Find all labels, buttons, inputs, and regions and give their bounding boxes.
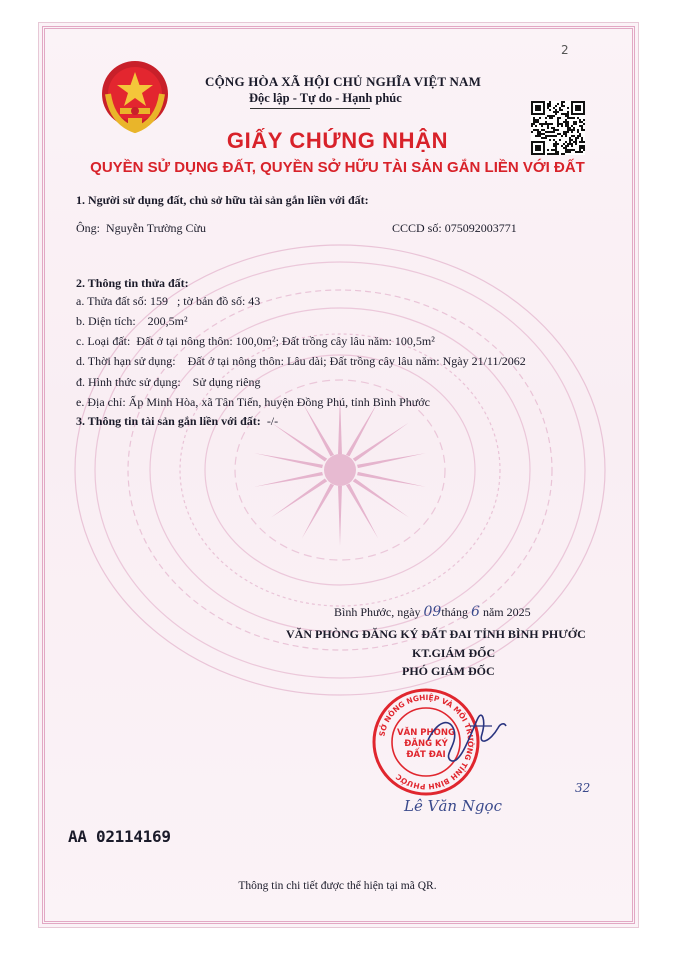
year-label: năm 2025 — [482, 605, 531, 619]
month-label: tháng — [441, 605, 469, 619]
section3-row — [76, 414, 278, 429]
map-number: 43 — [248, 294, 261, 308]
area-row — [76, 314, 188, 329]
owner-name: Nguyễn Trường Cừu — [106, 221, 207, 235]
usage-form-row — [76, 375, 261, 390]
owner-label: Ông: — [76, 221, 100, 235]
section3-heading: 3. Thông tin tài sản gắn liền với đất: — [76, 414, 261, 428]
drum-star-ray — [271, 479, 327, 518]
address-label: e. Địa chỉ: — [76, 395, 126, 409]
area-label: b. Diện tích: — [76, 314, 136, 328]
address-row — [76, 395, 430, 410]
map-label: ; tờ bản đồ số: — [176, 294, 246, 308]
certificate-serial: AA 02114169 — [68, 827, 171, 846]
signer-name: Lê Văn Ngọc — [404, 797, 502, 815]
issue-date — [334, 604, 531, 620]
drum-star-ray — [357, 453, 426, 468]
land-type-label: c. Loại đất: — [76, 334, 131, 348]
qr-footer-note: Thông tin chi tiết được thể hiện tại mã QR. — [238, 880, 437, 892]
drum-star-ray — [353, 479, 409, 518]
land-type-value: Đất ở tại nông thôn: 100,0m²; Đất trồng cây lâu năm: 100,5m² — [136, 334, 435, 348]
drum-star-ray — [353, 423, 409, 462]
section1-heading: 1. Người sử dụng đất, chủ sở hữu tài sản gắn liền với đất: — [76, 193, 369, 207]
drum-star-ray — [338, 486, 342, 546]
handwritten-signature — [420, 700, 510, 770]
address-value: Ấp Minh Hòa, xã Tân Tiến, huyện Đồng Phú, tỉnh Bình Phước — [128, 395, 430, 409]
date-prefix: Bình Phước, ngày — [334, 605, 421, 619]
drum-star-ray — [357, 472, 426, 487]
id-label: CCCD số: — [392, 221, 442, 235]
national-title: CỘNG HÒA XÃ HỘI CHỦ NGHĨA VIỆT NAM — [205, 74, 482, 89]
owner-row — [76, 221, 206, 236]
motto-underline — [250, 108, 370, 109]
land-type-row — [76, 334, 435, 349]
parcel-number: 159 — [149, 294, 168, 308]
on-behalf-title: KT.GIÁM ĐỐC — [412, 646, 496, 660]
national-emblem-icon — [98, 58, 172, 138]
svg-text:VĂN PHÒNG: VĂN PHÒNG — [397, 728, 455, 738]
svg-text:ĐẤT ĐAI: ĐẤT ĐAI — [406, 750, 446, 760]
certificate-title: GIẤY CHỨNG NHẬN — [226, 128, 449, 153]
drum-star-ray — [254, 453, 323, 468]
parcel-label: a. Thửa đất số: — [76, 294, 147, 308]
drum-star-ray — [271, 423, 327, 462]
section3-value: -/- — [266, 414, 279, 428]
issue-day: 09 — [423, 604, 442, 620]
term-value: Đất ở tại nông thôn: Lâu dài; Đất trồng cây lâu năm: Ngày 21/11/2062 — [187, 354, 526, 368]
svg-text:ĐĂNG KÝ: ĐĂNG KÝ — [404, 739, 448, 749]
signer-position: PHÓ GIÁM ĐỐC — [402, 664, 495, 678]
page-number: 2 — [561, 43, 569, 57]
area-value: 200,5m² — [147, 314, 188, 328]
section2-heading: 2. Thông tin thửa đất: — [76, 276, 189, 290]
issue-month: 6 — [471, 604, 480, 620]
usage-form-label: đ. Hình thức sử dụng: — [76, 375, 181, 389]
drum-star-ray — [254, 472, 323, 487]
parcel-row — [76, 294, 260, 309]
margin-note: 32 — [575, 781, 591, 795]
issuing-office: VĂN PHÒNG ĐĂNG KÝ ĐẤT ĐAI TỈNH BÌNH PHƯỚC — [286, 627, 586, 641]
id-row — [392, 221, 517, 236]
term-label: d. Thời hạn sử dụng: — [76, 354, 176, 368]
term-row — [76, 354, 526, 369]
svg-text:SỞ NÔNG NGHIỆP VÀ MÔI TRƯỜNG T: SỞ NÔNG NGHIỆP VÀ MÔI TRƯỜNG TỈNH BÌNH PHƯỚC — [377, 692, 476, 792]
national-motto: Độc lập - Tự do - Hạnh phúc — [249, 91, 402, 105]
id-number: 075092003771 — [444, 221, 517, 235]
certificate-subtitle: QUYỀN SỬ DỤNG ĐẤT, QUYỀN SỞ HỮU TÀI SẢN GẮN LIỀN VỚI ĐẤT — [90, 159, 585, 176]
usage-form-value: Sử dụng riêng — [192, 375, 261, 389]
